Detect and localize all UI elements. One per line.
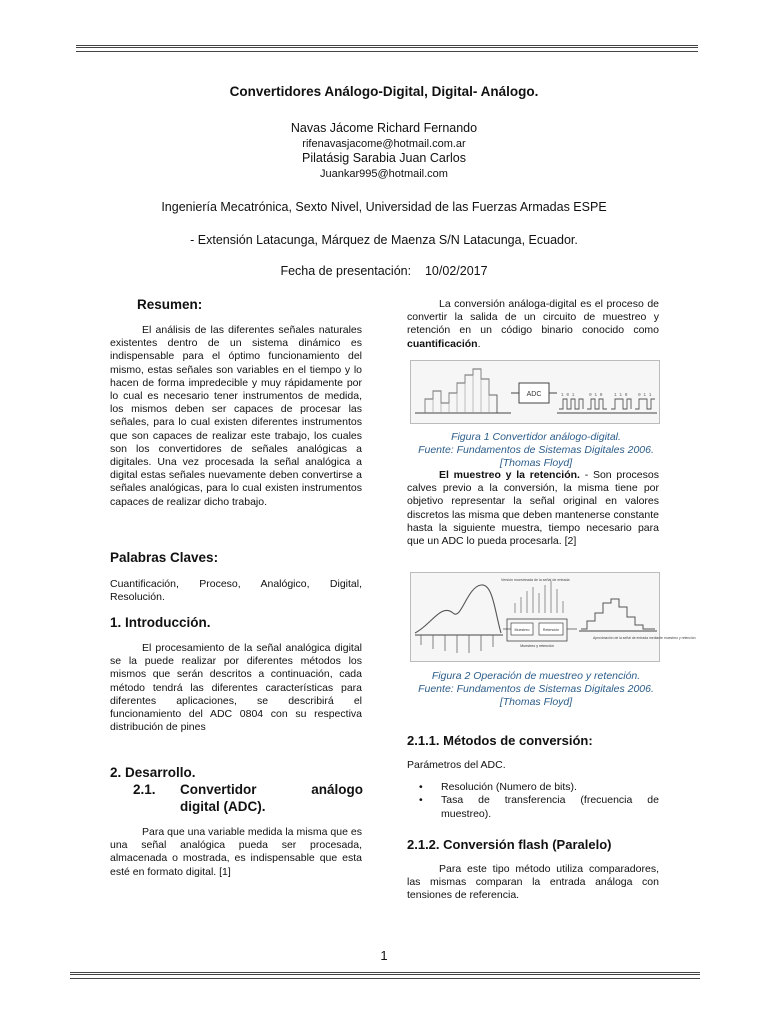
svg-text:1 0 1: 1 0 1	[561, 393, 575, 398]
development-text: Para que una variable medida la misma que es una señal analógica pueda ser procesada, almacenada o mostrada, es indispensable que esta esté en formato digital. [1]	[110, 826, 362, 878]
subsection-title-line2: digital (ADC).	[180, 799, 266, 814]
sample-hold-block	[407, 469, 659, 548]
development-heading: 2. Desarrollo.	[110, 765, 196, 780]
figure-2-block-1: Muestreo	[514, 628, 530, 632]
figure-2-block-2: Retención	[542, 628, 560, 632]
intro-heading: 1. Introducción.	[110, 615, 211, 630]
figure-2-caption	[407, 670, 665, 709]
figure-1-graphic	[411, 361, 659, 423]
presentation-date	[0, 264, 768, 278]
bottom-rule	[70, 972, 700, 979]
date-label: Fecha de presentación:	[280, 264, 412, 278]
keywords-block	[110, 578, 362, 604]
subsection-heading	[133, 781, 363, 815]
svg-text:0 1 0: 0 1 0	[589, 393, 603, 398]
sample-hold-body: - Son procesos calves previo a la conversión, la misma tiene por objetivo representar la señal original en valores discretos las misma que deben mantenerse constante hasta la siguiente muestra, tiempo necesario para que un ADC lo pueda procesarla. [2]	[407, 469, 659, 548]
params-item-1: • Resolución (Numero de bits).	[429, 781, 659, 794]
sample-hold-bold: El muestreo y la retención.	[439, 469, 580, 481]
affiliation-line-1: Ingeniería Mecatrónica, Sexto Nivel, Universidad de las Fuerzas Armadas ESPE	[161, 200, 607, 214]
flash-heading: 2.1.2. Conversión flash (Paralelo)	[407, 837, 612, 852]
params-list	[407, 781, 659, 821]
affiliation-line-2: - Extensión Latacunga, Márquez de Maenza S/N Latacunga, Ecuador.	[190, 233, 578, 247]
development-block	[110, 826, 362, 879]
svg-text:1 1 0: 1 1 0	[614, 393, 628, 398]
params-label: Parámetros del ADC.	[407, 759, 506, 771]
figure-2-caption-source: Fuente: Fundamentos de Sistemas Digitales 2006. [Thomas Floyd]	[418, 683, 654, 708]
figure-1-caption	[407, 431, 665, 470]
figure-2-label-top: Versión muestreada de la señal de entrada	[501, 578, 570, 582]
conversion-block	[407, 298, 659, 351]
figure-1-adc-label: ADC	[526, 391, 542, 398]
paper-title: Convertidores Análogo-Digital, Digital- Análogo.	[229, 84, 539, 99]
figure-2-block-caption: Muestreo y retención	[520, 644, 554, 648]
author-email-2: Juankar995@hotmail.com	[320, 168, 448, 180]
subsection-number: 2.1.	[133, 782, 156, 797]
conversion-text-a: La conversión análoga-digital es el proceso de convertir la salida de un circuito de muestreo y retención en un código binario conocido como	[407, 298, 659, 337]
sample-hold-text	[407, 469, 659, 548]
resumen-heading: Resumen:	[137, 297, 203, 312]
top-rule	[76, 45, 698, 52]
methods-heading: 2.1.1. Métodos de conversión:	[407, 733, 593, 748]
conversion-text-end: .	[477, 337, 481, 350]
intro-text: El procesamiento de la señal analógica digital se la puede realizar por diferentes métodos los mismos que serán descritos a continuación, cada método tendrá las diferentes características para diferentes aplicaciones, se describirá el funcionamiento del ADC 0804 con su respectiva distribución de pines	[110, 642, 362, 734]
figure-2-graphic	[411, 573, 696, 661]
author-name-1: Navas Jácome Richard Fernando	[290, 121, 478, 135]
figure-2-sample-hold-diagram	[410, 572, 696, 662]
author-email-1: rifenavasjacome@hotmail.com.ar	[302, 138, 466, 150]
conversion-text-bold: cuantificación	[407, 337, 478, 350]
resumen-text	[110, 324, 362, 509]
figure-1-adc-diagram	[410, 360, 660, 424]
svg-text:0 1 1: 0 1 1	[638, 393, 652, 398]
conversion-text	[407, 298, 659, 351]
figure-2-caption-title: Figura 2 Operación de muestreo y retención.	[431, 670, 641, 682]
figure-2-label-right: Aproximación de la señal de entrada mediante muestreo y retención	[593, 636, 696, 640]
page-number: 1	[380, 948, 388, 963]
params-item-2: • Tasa de transferencia (frecuencia de muestreo).	[429, 794, 659, 820]
author-name-2: Pilatásig Sarabia Juan Carlos	[302, 151, 466, 165]
date-value: 10/02/2017	[424, 264, 488, 278]
intro-block	[110, 642, 362, 734]
figure-1-caption-title: Figura 1 Convertidor análogo-digital.	[451, 431, 621, 443]
subsection-title-line1: Convertidor análogo	[180, 782, 363, 797]
resumen-paragraph: El análisis de las diferentes señales naturales existentes dentro de un sistema dinámico es indispensable para el óptimo funcionamiento del mismo, estas señales son variables en el tiempo y lo hacen de forma impredecible y muy rápidamente por lo cual es necesario tener instrumentos de medida, los mismos deben ser capaces de procesar las señales, para lo cual existen diferentes instrumentos que son capaces de realizar este trabajo, los cuales son los convertidores de señales analógicas a digitales. Una vez procesada la señal analógica a digital estas señales nuevamente deben convertirse a señales analógicas, para lo cual existen instrumentos capaces de realizar dicho trabajo.	[110, 324, 362, 508]
flash-block	[407, 863, 659, 903]
flash-text: Para este tipo método utiliza comparadores, las mismas comparan la entrada análoga con tensiones de referencia.	[407, 863, 659, 902]
keywords-heading: Palabras Claves:	[110, 550, 219, 565]
params-block	[407, 759, 659, 821]
keywords-text: Cuantificación, Proceso, Analógico, Digital, Resolución.	[110, 578, 362, 604]
figure-1-caption-source: Fuente: Fundamentos de Sistemas Digitales 2006. [Thomas Floyd]	[418, 444, 654, 469]
